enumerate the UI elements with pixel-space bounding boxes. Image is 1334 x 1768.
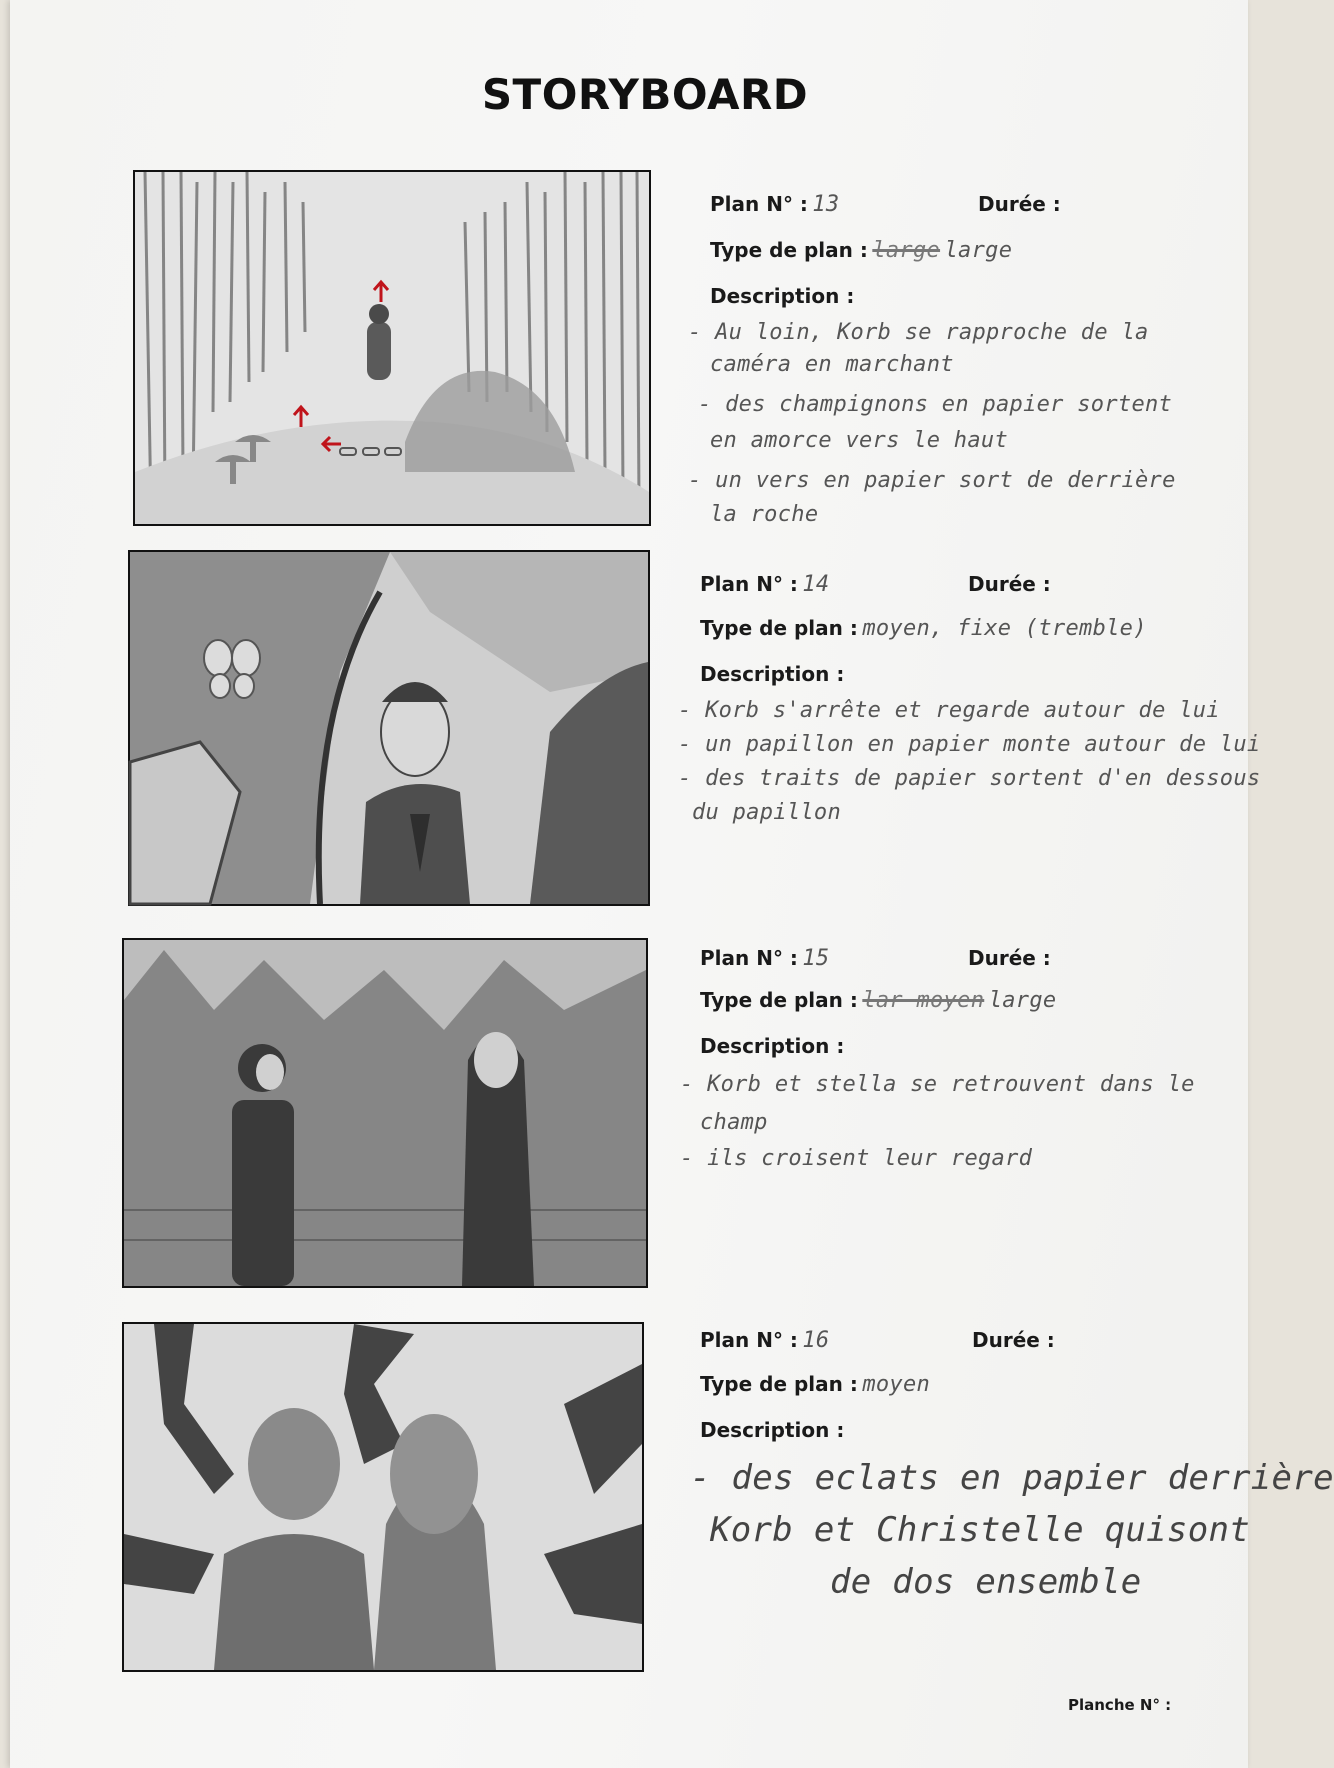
- description-line: - des champignons en papier sortent: [698, 392, 1173, 417]
- page-title: STORYBOARD: [481, 70, 809, 119]
- type-struck: lar moyen: [862, 988, 985, 1013]
- duree-label: Durée :: [972, 1328, 1055, 1352]
- description-line: en amorce vers le haut: [710, 428, 1008, 453]
- description-label: Description :: [700, 662, 845, 686]
- panel-3-sketch: [122, 938, 648, 1288]
- plan-label: Plan N° :: [710, 192, 808, 216]
- type-value: moyen, fixe (tremble): [862, 616, 1147, 641]
- duree-label: Durée :: [978, 192, 1061, 216]
- type-struck: large: [872, 238, 941, 263]
- description-line: - des eclats en papier derrière: [690, 1458, 1334, 1498]
- butterfly-rock-sketch: [130, 552, 648, 904]
- paper-shards-sketch: [124, 1324, 642, 1670]
- description-line: - un vers en papier sort de derrière: [688, 468, 1176, 493]
- panel-2-info: [678, 572, 1261, 872]
- panel-2-sketch: [128, 550, 650, 906]
- description-line: - Au loin, Korb se rapproche de la: [688, 320, 1149, 345]
- description-line: - un papillon en papier monte autour de lui: [678, 732, 1261, 757]
- panel-1-sketch: [133, 170, 651, 526]
- plan-label: Plan N° :: [700, 1328, 798, 1352]
- plan-label: Plan N° :: [700, 946, 798, 970]
- type-value: large: [944, 238, 1013, 263]
- plan-number: 13: [812, 192, 840, 217]
- description-line: champ: [700, 1110, 768, 1135]
- description-label: Description :: [700, 1418, 845, 1442]
- plan-number: 14: [802, 572, 830, 597]
- duree-label: Durée :: [968, 572, 1051, 596]
- description-line: la roche: [710, 502, 819, 527]
- plan-number: 15: [802, 946, 830, 971]
- panel-4-sketch: [122, 1322, 644, 1672]
- type-value: large: [988, 988, 1057, 1013]
- storyboard-sheet: [10, 0, 1334, 1768]
- plan-label: Plan N° :: [700, 572, 798, 596]
- description-line: - Korb s'arrête et regarde autour de lui: [678, 698, 1220, 723]
- description-line: Korb et Christelle quisont: [710, 1510, 1251, 1550]
- planche-label: Planche N° :: [1068, 1696, 1172, 1714]
- panel-1-info: [688, 192, 1230, 532]
- description-line: de dos ensemble: [830, 1562, 1142, 1602]
- field-meeting-sketch: [124, 940, 646, 1286]
- description-line: du papillon: [692, 800, 841, 825]
- description-label: Description :: [700, 1034, 845, 1058]
- panel-3-info: [680, 946, 1240, 1186]
- plan-number: 16: [802, 1328, 830, 1353]
- type-value: moyen: [862, 1372, 931, 1397]
- description-line: - ils croisent leur regard: [680, 1146, 1033, 1171]
- description-line: caméra en marchant: [710, 352, 954, 377]
- type-label: Type de plan :: [710, 238, 868, 262]
- forest-path-sketch: [135, 172, 649, 524]
- description-line: - des traits de papier sortent d'en dessous: [678, 766, 1261, 791]
- type-label: Type de plan :: [700, 616, 858, 640]
- type-label: Type de plan :: [700, 1372, 858, 1396]
- description-line: - Korb et stella se retrouvent dans le: [680, 1072, 1195, 1097]
- description-label: Description :: [710, 284, 855, 308]
- panel-4-info: [690, 1328, 1334, 1658]
- duree-label: Durée :: [968, 946, 1051, 970]
- type-label: Type de plan :: [700, 988, 858, 1012]
